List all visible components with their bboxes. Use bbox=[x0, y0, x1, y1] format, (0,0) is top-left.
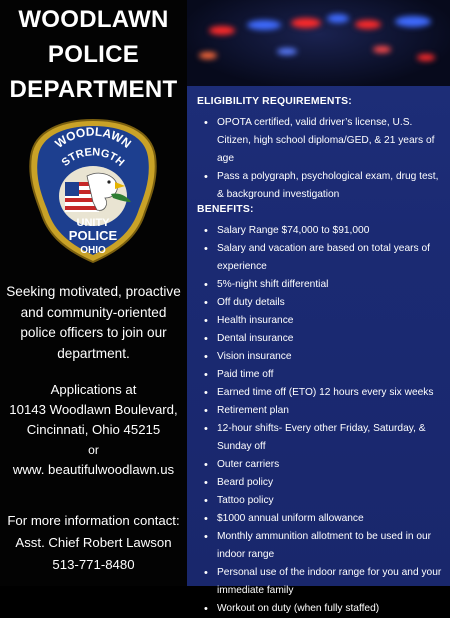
list-item: • Health insurance bbox=[197, 312, 447, 330]
left-panel bbox=[0, 0, 187, 586]
address-line-1: 10143 Woodlawn Boulevard, bbox=[9, 402, 178, 417]
red-light bbox=[291, 18, 321, 28]
list-item: • $1000 annual uniform allowance bbox=[197, 510, 447, 528]
address-line-2: Cincinnati, Ohio 45215 bbox=[26, 422, 161, 437]
eligibility-list bbox=[197, 114, 447, 204]
list-item: • Retirement plan bbox=[197, 402, 447, 420]
list-item: • Beard policy bbox=[197, 474, 447, 492]
list-item: • Dental insurance bbox=[197, 330, 447, 348]
list-item: • Personal use of the indoor range for you and your immediate family bbox=[197, 564, 447, 600]
list-item: • Outer carriers bbox=[197, 456, 447, 474]
list-item: • Tattoo policy bbox=[197, 492, 447, 510]
applications-line: Applications at bbox=[50, 382, 137, 397]
title-line-2: POLICE bbox=[47, 41, 140, 68]
contact-name: Asst. Chief Robert Lawson bbox=[15, 535, 172, 550]
badge-icon bbox=[27, 116, 159, 266]
list-item: • Salary Range $74,000 to $91,000 bbox=[197, 222, 447, 240]
benefits-heading: BENEFITS: bbox=[197, 204, 254, 215]
red-light bbox=[417, 54, 435, 61]
list-item: • Monthly ammunition allotment to be used in our indoor range bbox=[197, 528, 447, 564]
or-separator: or bbox=[88, 443, 99, 457]
list-item: • 12-hour shifts- Every other Friday, Saturday, & Sunday off bbox=[197, 420, 447, 456]
red-light bbox=[199, 52, 217, 59]
contact-info bbox=[0, 510, 187, 576]
list-item: • Off duty details bbox=[197, 294, 447, 312]
benefits-list bbox=[197, 222, 447, 618]
blue-light bbox=[247, 20, 281, 30]
blue-light bbox=[395, 16, 431, 27]
police-badge-logo bbox=[27, 116, 159, 266]
red-light bbox=[373, 46, 391, 53]
red-light bbox=[209, 26, 235, 35]
badge-unity-text: UNITY bbox=[76, 217, 110, 229]
list-item: • Paid time off bbox=[197, 366, 447, 384]
badge-state-text: OHIO bbox=[80, 245, 106, 256]
recruitment-pitch bbox=[0, 282, 187, 364]
list-item: • OPOTA certified, valid driver’s license, U.S. Citizen, high school diploma/GED, & 21 years of age bbox=[197, 114, 447, 168]
list-item: • Workout on duty (when fully staffed) bbox=[197, 600, 447, 618]
list-item: • Pass a polygraph, psychological exam, drug test, & background investigation bbox=[197, 168, 447, 204]
blue-light bbox=[327, 14, 349, 23]
pitch-line: department. bbox=[57, 345, 130, 361]
applications-info bbox=[0, 380, 187, 480]
website-link[interactable]: www. beautifulwoodlawn.us bbox=[12, 462, 175, 477]
blue-light bbox=[277, 48, 297, 55]
list-item: • Earned time off (ETO) 12 hours every six weeks bbox=[197, 384, 447, 402]
right-panel bbox=[187, 0, 450, 614]
list-item: • Salary and vacation are based on total years of experience bbox=[197, 240, 447, 276]
police-lights-image bbox=[187, 0, 450, 86]
red-light bbox=[355, 20, 381, 29]
contact-heading: For more information contact: bbox=[7, 513, 180, 528]
title-line-1: WOODLAWN bbox=[18, 6, 169, 33]
pitch-line: and community-oriented bbox=[20, 304, 167, 320]
list-item: • 5%-night shift differential bbox=[197, 276, 447, 294]
title-line-3: DEPARTMENT bbox=[9, 76, 178, 103]
badge-police-text: POLICE bbox=[68, 228, 118, 243]
eligibility-heading: ELIGIBILITY REQUIREMENTS: bbox=[197, 96, 352, 107]
pitch-line: police officers to join our bbox=[20, 325, 167, 340]
badge-top-text: WOODLAWN bbox=[52, 124, 134, 151]
pitch-line: Seeking motivated, proactive bbox=[6, 284, 181, 299]
department-title bbox=[0, 2, 187, 107]
contact-phone[interactable]: 513-771-8480 bbox=[52, 557, 135, 572]
badge-mid-text: STRENGTH bbox=[59, 146, 127, 169]
list-item: • Vision insurance bbox=[197, 348, 447, 366]
